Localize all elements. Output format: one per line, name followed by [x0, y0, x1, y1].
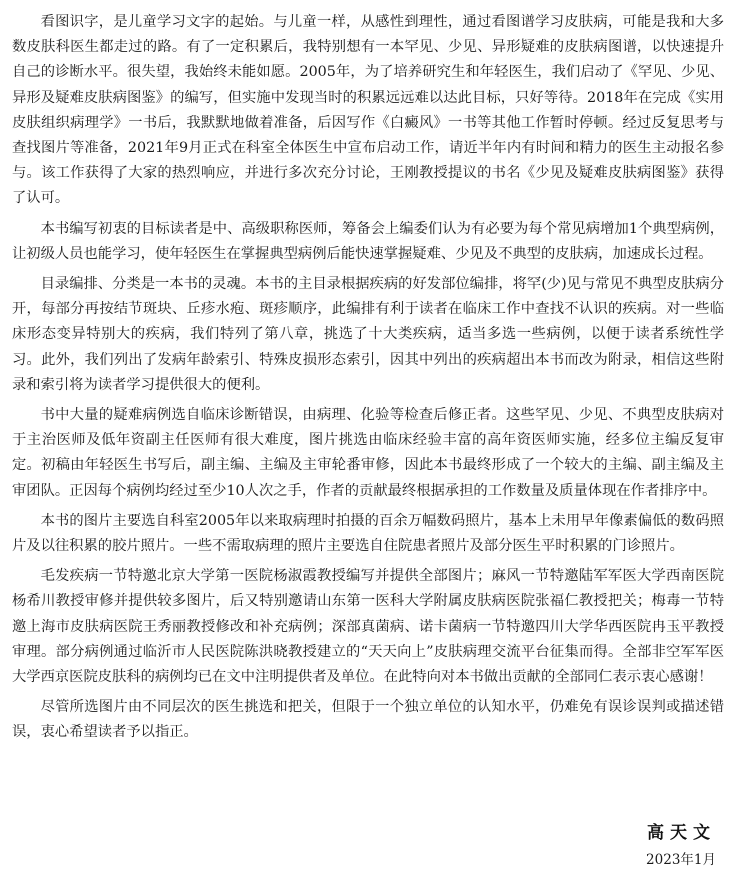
author-signature: 高天文 — [647, 823, 716, 843]
preface-paragraph: 目录编排、分类是一本书的灵魂。本书的主目录根据疾病的好发部位编排，将罕(少)见与常见不典型皮肤病分开，每部分再按结节斑块、丘疹水疱、斑疹顺序，此编排有利于读者在临床工作中查找不认识的疾病。对一些临床形态变异特别大的疾病，我们特列了第八章，挑选了十大类疾病，适当多选一些病例，以便于读者系统性学习。此外，我们列出了发病年龄索引、特殊皮损形态索引，因其中列出的疾病超出本书而改为附录，相信这些附录和索引将为读者学习提供很大的便利。 — [12, 276, 724, 393]
preface-body — [12, 10, 724, 751]
preface-paragraph: 本书的图片主要选自科室2005年以来取病理时拍摄的百余万幅数码照片，基本上未用早年像素偏低的数码照片及以往积累的胶片照片。一些不需取病理的照片主要选自住院患者照片及部分医生平时积累的门诊照片。 — [12, 512, 724, 555]
signature-date: 2023年1月 — [646, 852, 716, 868]
preface-paragraph: 看图识字，是儿童学习文字的起始。与儿童一样，从感性到理性，通过看图谱学习皮肤病，可能是我和大多数皮肤科医生都走过的路。有了一定积累后，我特别想有一本罕见、少见、异形疑难的皮肤病图谱，以快速提升自己的诊断水平。很失望，我始终未能如愿。2005年，为了培养研究生和年轻医生，我们启动了《罕见、少见、异形及疑难皮肤病图鉴》的编写，但实施中发现当时的积累远远难以达此目标，只好等待。2018年在完成《实用皮肤组织病理学》一书后，我默默地做着准备，后因写作《白癜风》一书等其他工作暂时停顿。经过反复思考与查找图片等准备，2021年9月正式在科室全体医生中宣布启动工作，请近半年内有时间和精力的医生主动报名参与。该工作获得了大家的热烈响应，并进行多次充分讨论，王刚教授提议的书名《少见及疑难皮肤病图鉴》获得了认可。 — [12, 14, 724, 207]
preface-paragraph: 尽管所选图片由不同层次的医生挑选和把关，但限于一个独立单位的认知水平，仍难免有误诊误判或描述错误，衷心希望读者予以指正。 — [12, 699, 724, 741]
preface-paragraph: 书中大量的疑难病例选自临床诊断错误，由病理、化验等检查后修正者。这些罕见、少见、不典型皮肤病对于主治医师及低年资副主任医师有很大难度，图片挑选由临床经验丰富的高年资医师实施，经多位主编反复审定。初稿由年轻医生书写后，副主编、主编及主审轮番审修，因此本书最终形成了一个较大的主编、副主编及主审团队。正因每个病例均经过至少10人次之手，作者的贡献最终根据承担的工作数量及质量体现在作者排序中。 — [12, 407, 724, 499]
preface-paragraph: 毛发疾病一节特邀北京大学第一医院杨淑霞教授编写并提供全部图片；麻风一节特邀陆军军医大学西南医院杨希川教授审修并提供较多图片，后又特别邀请山东第一医科大学附属皮肤病医院张福仁教授把关；梅毒一节特邀上海市皮肤病医院王秀丽教授修改和补充病例；深部真菌病、诺卡菌病一节特邀四川大学华西医院冉玉平教授审理。部分病例通过临沂市人民医院陈洪晓教授建立的“天天向上”皮肤病理交流平台征集而得。全部非空军军医大学西京医院皮肤科的病例均已在文中注明提供者及单位。在此特向对本书做出贡献的全部同仁表示衷心感谢！ — [12, 568, 724, 686]
preface-paragraph: 本书编写初衷的目标读者是中、高级职称医师，筹备会上编委们认为有必要为每个常见病增加1个典型病例，让初级人员也能学习，使年轻医生在掌握典型病例后能快速掌握疑难、少见及不典型的皮肤病，加速成长过程。 — [12, 220, 724, 262]
